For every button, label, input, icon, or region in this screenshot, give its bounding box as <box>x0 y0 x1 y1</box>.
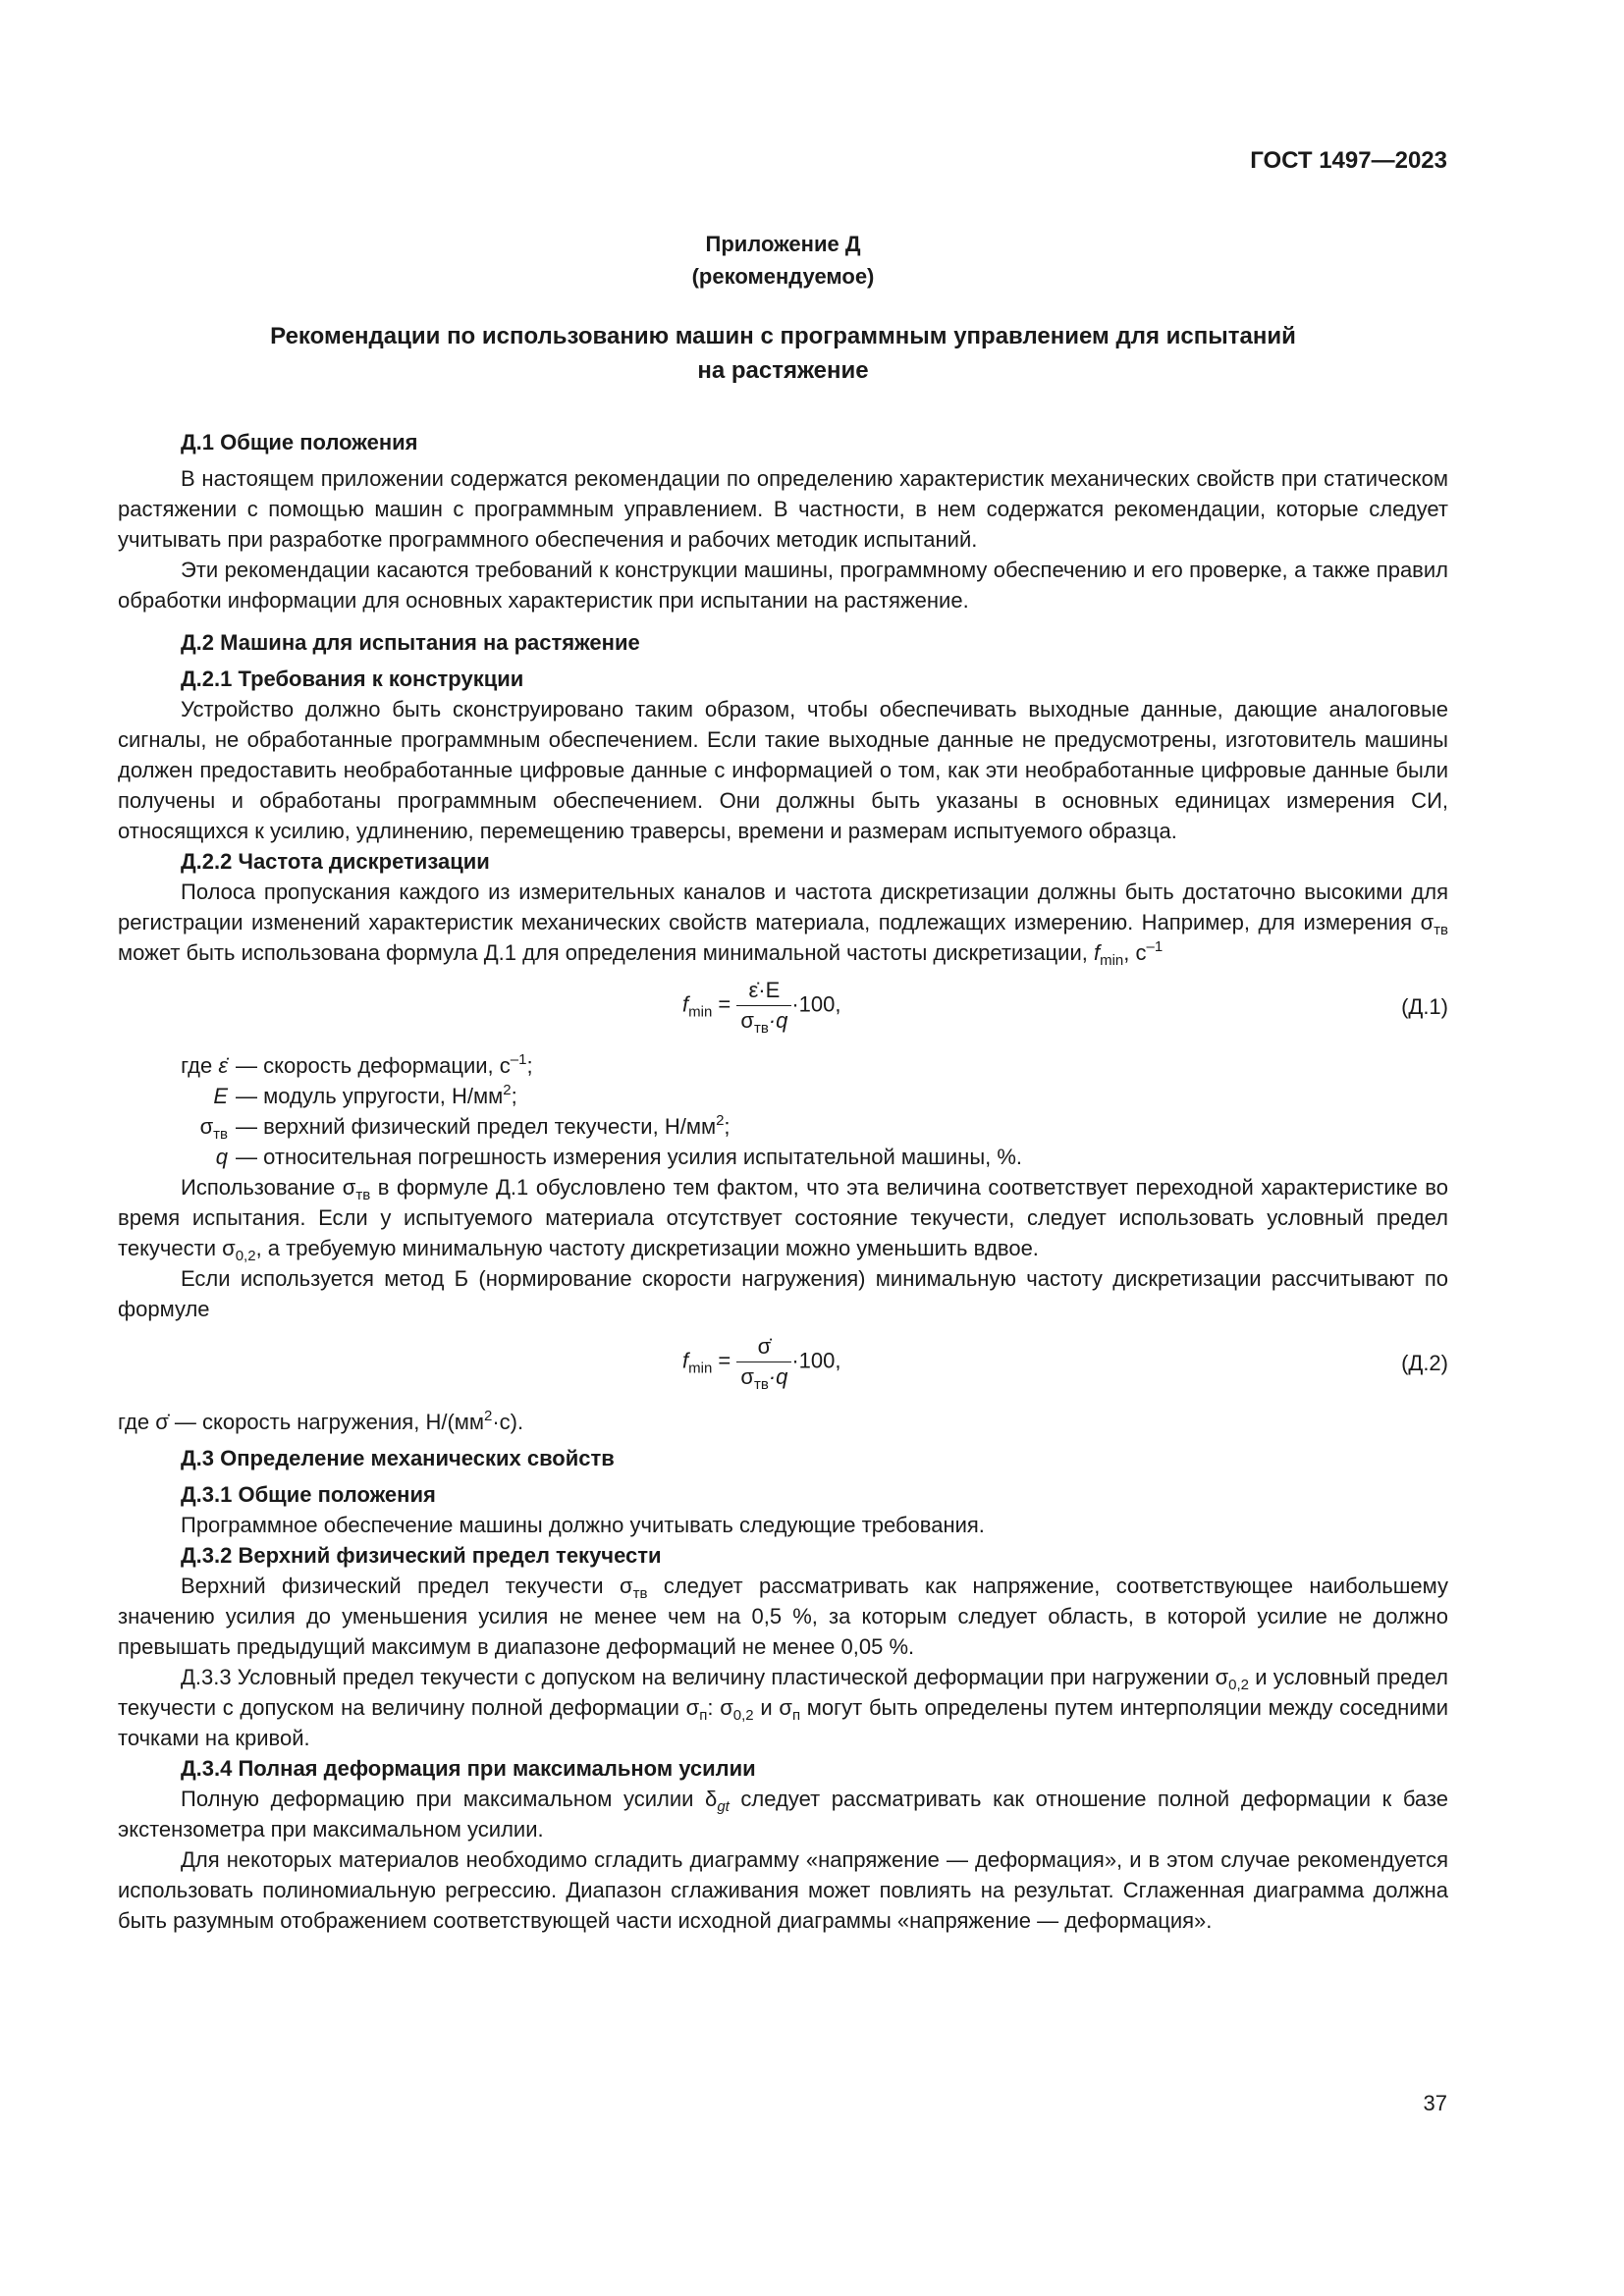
section-heading: Д.3 Определение механических свойств <box>181 1446 615 1470</box>
paragraph: Для некоторых материалов необходимо сгладить диаграмму «напряжение — деформация», и в этом случае рекомендуется использовать полиномиальную регрессию. Диапазон сглаживания может повлиять на результат. Сглаженная диаграмма должна быть разумным отображением соответствующей части исходной диаграммы «напряжение — деформация». <box>118 1847 1448 1933</box>
where-definition: — верхний физический предел текучести, $Н/мм^2$; <box>236 1112 731 1139</box>
formula-denominator: $\sigma_{тв}\cdot q$ <box>740 1364 788 1393</box>
section-heading: Д.1 Общие положения <box>181 430 418 454</box>
appendix-status: (рекомендуемое) <box>691 264 875 289</box>
where-definition: — скорость деформации, $с^{-1}$; <box>236 1051 533 1078</box>
subsection-heading: Д.2.1 Требования к конструкции <box>181 667 524 691</box>
subsection-heading: Д.3.1 Общие положения <box>181 1482 436 1507</box>
document-body <box>118 427 1448 1936</box>
paragraph: Верхний физический предел текучести $\sigma_{тв}$ следует рассматривать как напряжение, соответствующее наибольшему значению усилия до уменьшения усилия не менее чем на 0,5 %, за которым следует область, в которой усилие не должно превышать предыдущий максимум в диапазоне деформаций не менее 0,05 %. <box>118 1574 1448 1659</box>
formula-d2: $f_{min}$ = $\frac{\sigmȧ}{\sigma_{тв}\cdot q}$ ·100, (Д.2) <box>682 1334 1448 1393</box>
paragraph: Д.3.3 Условный предел текучести с допуском на величину пластической деформации при нагружении $\sigma_{0,2}$ и условный предел текучести с допуском на величину полной деформации $\sigma_п$: $\sigma_{0,2}$ и $\sigma_п$ могут быть определены путем интерполяции между соседними точками на кривой. <box>118 1665 1449 1750</box>
appendix-heading <box>118 228 1448 293</box>
paragraph: В настоящем приложении содержатся рекомендации по определению характеристик механических свойств при статическом растяжении с помощью машин с программным управлением. В частности, в нем содержатся рекомендации, которые следует учитывать при разработке программного обеспечения и рабочих методик испытаний. <box>118 466 1448 552</box>
where-symbol: где ε̇ <box>181 1053 228 1078</box>
subsection-heading: Д.2.2 Частота дискретизации <box>181 849 490 874</box>
where-symbol: q <box>215 1145 228 1169</box>
page-number: 37 <box>1423 2091 1447 2115</box>
where-definition: — относительная погрешность измерения усилия испытательной машины, %. <box>236 1145 1023 1169</box>
paragraph: Эти рекомендации касаются требований к конструкции машины, программному обеспечению и его проверке, а также правил обработки информации для основных характеристик при испытании на растяжение. <box>118 558 1448 613</box>
section-heading: Д.2 Машина для испытания на растяжение <box>181 630 640 655</box>
formula-numerator: σ̇ <box>736 1332 791 1362</box>
title-line-2: на растяжение <box>697 357 869 384</box>
where-line: где σ̇ — скорость нагружения, $Н/(мм^2\cdot с)$. <box>118 1408 524 1434</box>
where-definition: — модуль упругости, $Н/мм^2$; <box>236 1082 517 1108</box>
title-line-1: Рекомендации по использованию машин с программным управлением для испытаний <box>270 323 1296 349</box>
paragraph: Полоса пропускания каждого из измерительных каналов и частота дискретизации должны быть достаточно высокими для регистрации изменений характеристик механических свойств материала, подлежащих измерению. Например, для измерения $\sigma_{тв}$ может быть использована формула Д.1 для определения минимальной частоты дискретизации, $f_{min}$, $с^{-1}$ <box>118 880 1448 969</box>
formula-numerator: ε̇·E <box>736 976 791 1006</box>
paragraph: Если используется метод Б (нормирование скорости нагружения) минимальную частоту дискретизации рассчитывают по формуле <box>118 1266 1448 1321</box>
paragraph: Использование $\sigma_{тв}$ в формуле Д.1 обусловлено тем фактом, что эта величина соответствует переходной характеристике во время испытания. Если у испытуемого материала отсутствует состояние текучести, следует использовать условный предел текучести $\sigma_{0,2}$, а требуемую минимальную частоту дискретизации можно уменьшить вдвое. <box>118 1175 1448 1264</box>
subsection-heading: Д.3.2 Верхний физический предел текучести <box>181 1543 662 1568</box>
where-list <box>118 1050 1448 1172</box>
paragraph: Программное обеспечение машины должно учитывать следующие требования. <box>181 1513 985 1537</box>
paragraph: Устройство должно быть сконструировано таким образом, чтобы обеспечивать выходные данные, дающие аналоговые сигналы, не обработанные программным обеспечением. Если такие выходные данные не предусмотрены, изготовитель машины должен предоставить необработанные цифровые данные с информацией о том, как эти необработанные цифровые данные были получены и обработаны программным обеспечением. Они должны быть указаны в основных единицах измерения СИ, относящихся к усилию, удлинению, перемещению траверсы, времени и размерам испытуемого образца. <box>118 697 1448 843</box>
formula-denominator: $\sigma_{тв}\cdot q$ <box>740 1008 788 1037</box>
formula-number: (Д.1) <box>1401 994 1448 1019</box>
standard-designation: ГОСТ 1497—2023 <box>1250 147 1447 174</box>
paragraph: Полную деформацию при максимальном усилии $\delta_{gt}$ следует рассматривать как отношение полной деформации к базе экстензометра при максимальном усилии. <box>118 1787 1448 1842</box>
document-title <box>118 319 1448 388</box>
subsection-heading: Д.3.4 Полная деформация при максимальном усилии <box>181 1756 756 1781</box>
appendix-label: Приложение Д <box>705 232 861 256</box>
formula-d1: $f_{min}$ = $\frac{\varepsiloṅ\cdot E}{\sigma_{тв}\cdot q}$ ·100, (Д.1) <box>682 978 1448 1037</box>
formula-number: (Д.2) <box>1401 1351 1448 1375</box>
where-symbol: E <box>213 1084 228 1108</box>
where-symbol: $\sigma_{тв}$ <box>199 1114 228 1143</box>
